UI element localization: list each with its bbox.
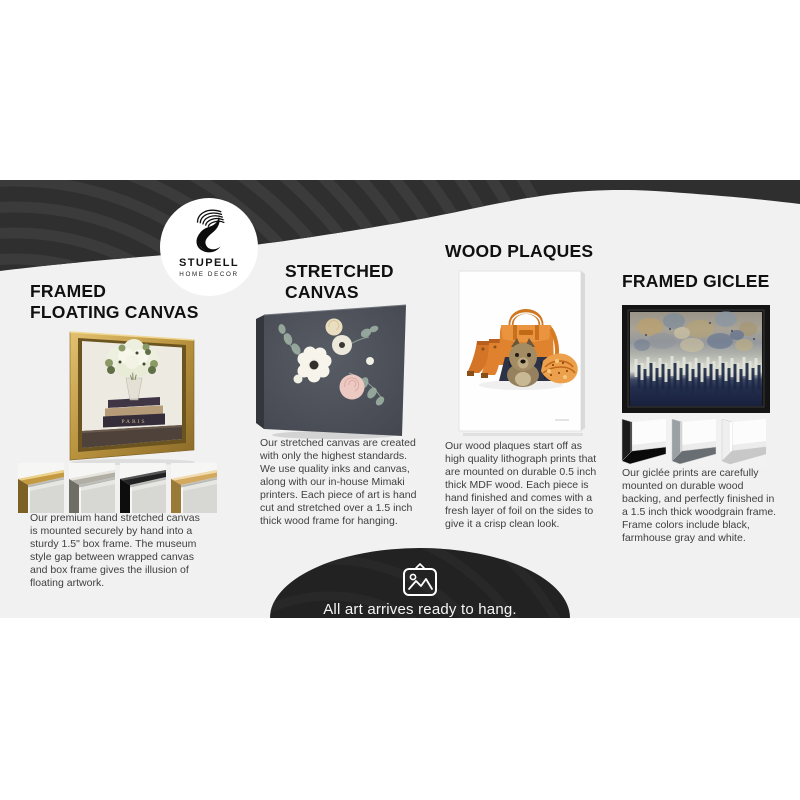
title-line: CANVAS xyxy=(285,282,359,302)
title-line: FLOATING CANVAS xyxy=(30,302,199,322)
title-line: FRAMED GICLEE xyxy=(622,271,770,291)
title-line: STRETCHED xyxy=(285,261,394,281)
title-line: FRAMED xyxy=(30,281,107,301)
section-description: Our stretched canvas are created with only the highest standards. We use quality inks and canvas, along with our in-house Mimaki printers. Each piece of art is hand cut and stretched over a 1.5 inch thick wood frame for hanging. xyxy=(260,437,417,527)
product-image-stretched-canvas xyxy=(254,303,410,440)
frame-color-swatch-silver xyxy=(69,463,115,513)
banner-message: All art arrives ready to hang. xyxy=(323,601,517,618)
frame-color-swatches xyxy=(618,419,766,467)
frame-color-swatch-light-gold xyxy=(171,463,217,513)
section-stretched-canvas-title xyxy=(285,261,394,303)
banner-content xyxy=(270,548,570,618)
frame-color-swatches xyxy=(18,463,217,513)
section-description: Our premium hand stretched canvas is mounted securely by hand into a sturdy 1.5" box frame. The museum style gap between wrapped canvas and box frame gives the illusion of floating artwork. xyxy=(30,512,200,589)
content-band xyxy=(0,180,800,618)
frame-color-swatch-gold xyxy=(18,463,64,513)
brand-logo xyxy=(160,198,258,296)
brand-tagline: HOME DECOR xyxy=(179,271,239,278)
section-wood-plaques-title xyxy=(445,241,593,262)
stupell-s-swirl-icon xyxy=(186,205,232,257)
product-image-framed-giclee xyxy=(622,305,770,413)
section-title xyxy=(445,241,593,262)
section-description: Our wood plaques start off as high quality lithograph prints that are mounted on durable 0.5 inch thick MDF wood. Each piece is hand finished and comes with a fresh layer of foil on the sides to give it a crisp clean look. xyxy=(445,440,597,530)
brand-name: STUPELL xyxy=(179,257,239,269)
book-spine-text: PARIS xyxy=(121,419,147,425)
product-image-wood-plaque xyxy=(455,269,587,437)
section-title xyxy=(285,261,394,303)
top-wave-decoration xyxy=(0,180,800,280)
framed-picture-icon xyxy=(399,562,441,598)
frame-color-swatch-black xyxy=(120,463,166,513)
ready-to-hang-banner xyxy=(270,548,570,618)
title-line: WOOD PLAQUES xyxy=(445,241,594,261)
frame-color-swatch-black xyxy=(618,419,666,467)
section-framed-giclee-title xyxy=(622,271,769,292)
frame-color-swatch-white xyxy=(718,419,766,467)
frame-color-swatch-farmhouse-gray xyxy=(668,419,716,467)
product-image-framed-floating-canvas xyxy=(62,328,204,466)
section-framed-floating-canvas-title xyxy=(30,281,199,323)
section-title xyxy=(30,281,199,323)
section-title xyxy=(622,271,769,292)
section-description: Our giclée prints are carefully mounted on durable wood backing, and perfectly finished in a 1.5 inch thick woodgrain frame. Frame colors include black, farmhouse gray and white. xyxy=(622,467,777,544)
